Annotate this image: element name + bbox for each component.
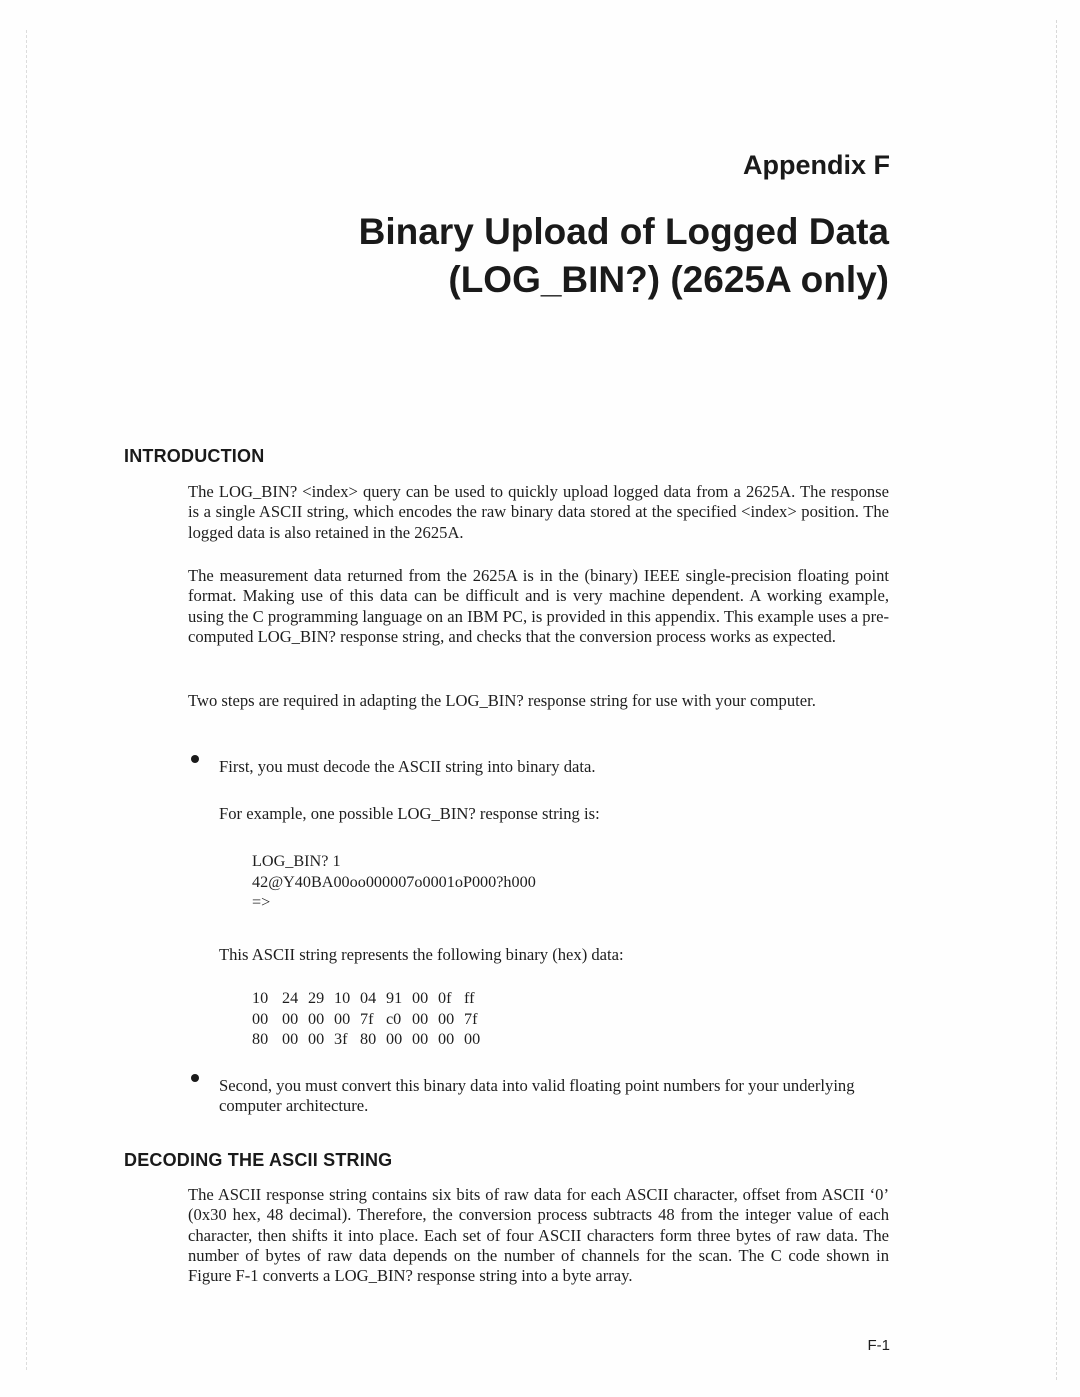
hex-byte: 00 xyxy=(282,1009,299,1028)
intro-paragraph-3: Two steps are required in adapting the LOG_BIN? response string for use with your computer. xyxy=(188,691,816,710)
hex-byte: 00 xyxy=(412,1030,429,1048)
hex-byte: 24 xyxy=(282,989,299,1007)
hex-byte: 00 xyxy=(386,1030,403,1048)
title-line-1: Binary Upload of Logged Data xyxy=(358,211,889,252)
code-line: 42@Y40BA00oo000007o0001oP000?h000 xyxy=(252,872,536,891)
hex-byte: 7f xyxy=(464,1009,478,1028)
bullet-2-text: Second, you must convert this binary data into valid floating point numbers for your underlying computer architecture. xyxy=(219,1076,855,1116)
code-line: LOG_BIN? 1 xyxy=(252,852,341,870)
introduction-heading: INTRODUCTION xyxy=(124,446,265,466)
scan-edge-left xyxy=(26,30,37,1370)
hex-byte: 00 xyxy=(438,1030,455,1048)
scan-edge-right xyxy=(1046,20,1057,1380)
hex-byte: 80 xyxy=(252,1030,269,1048)
hex-byte: 00 xyxy=(308,1009,325,1028)
decoding-heading: DECODING THE ASCII STRING xyxy=(124,1150,393,1170)
hex-intro: This ASCII string represents the following binary (hex) data: xyxy=(219,945,624,964)
intro-paragraph-1: The LOG_BIN? <index> query can be used to quickly upload logged data from a 2625A. The response is a single ASCII string, which encodes the raw binary data stored at the specified <index> position. The logged data is also retained in the 2625A. xyxy=(188,482,889,542)
hex-byte: 00 xyxy=(308,1030,325,1048)
title-line-2: (LOG_BIN?) (2625A only) xyxy=(448,259,889,300)
response-string-example xyxy=(252,851,536,913)
code-line: => xyxy=(252,893,271,911)
hex-byte: 04 xyxy=(360,989,377,1007)
hex-row xyxy=(252,1009,490,1030)
hex-byte: 80 xyxy=(360,1030,377,1048)
bullet-1-text: First, you must decode the ASCII string into binary data. xyxy=(219,757,596,776)
hex-byte: 00 xyxy=(464,1030,481,1048)
hex-byte: ff xyxy=(464,989,475,1007)
hex-byte: 00 xyxy=(412,1009,429,1028)
hex-byte: 00 xyxy=(334,1009,351,1028)
intro-paragraph-2: The measurement data returned from the 2625A is in the (binary) IEEE single-precision floating point format. Making use of this data can be difficult and is very machine dependent. A working example, using the C programming language on an IBM PC, is provided in this appendix. This example uses a pre-computed LOG_BIN? response string, and checks that the conversion process works as expected. xyxy=(188,566,889,646)
page-number: F-1 xyxy=(867,1337,890,1354)
hex-byte: 91 xyxy=(386,989,403,1007)
hex-row xyxy=(252,988,490,1009)
hex-byte: 00 xyxy=(282,1030,299,1048)
hex-byte: 10 xyxy=(252,989,269,1007)
decoding-paragraph-1: The ASCII response string contains six bits of raw data for each ASCII character, offset from ASCII ‘0’ (0x30 hex, 48 decimal). Therefore, the conversion process subtracts 48 from the integer value of each character, then shifts it into place. Each set of four ASCII characters form three bytes of raw data. The number of bytes of raw data depends on the number of channels for the scan. The C code shown in Figure F-1 converts a LOG_BIN? response string into a byte array. xyxy=(188,1185,889,1286)
appendix-label: Appendix F xyxy=(743,150,890,180)
hex-byte: 3f xyxy=(334,1030,348,1048)
page-title xyxy=(129,208,889,304)
hex-byte: 10 xyxy=(334,989,351,1007)
hex-byte: 29 xyxy=(308,989,325,1007)
hex-byte: 00 xyxy=(438,1009,455,1028)
hex-byte: 0f xyxy=(438,989,452,1007)
hex-data-table xyxy=(252,988,490,1050)
hex-byte: c0 xyxy=(386,1009,402,1028)
hex-byte: 00 xyxy=(412,989,429,1007)
hex-row xyxy=(252,1029,490,1050)
bullet-icon xyxy=(191,1074,199,1082)
hex-byte: 00 xyxy=(252,1009,269,1028)
hex-byte: 7f xyxy=(360,1009,374,1028)
example-intro: For example, one possible LOG_BIN? response string is: xyxy=(219,804,600,823)
bullet-icon xyxy=(191,755,199,763)
